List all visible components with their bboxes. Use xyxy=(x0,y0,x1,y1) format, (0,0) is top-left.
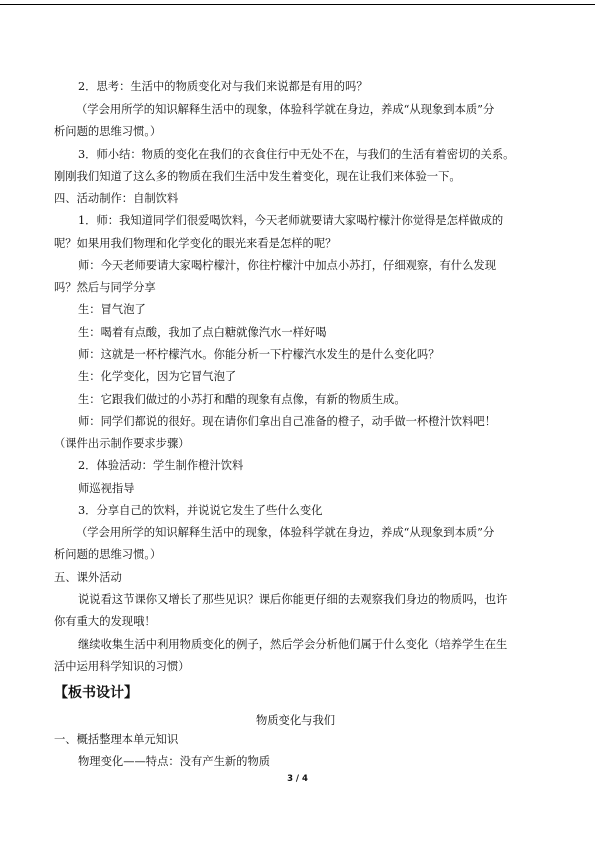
section-heading: 四、活动制作：自制饮料 xyxy=(54,192,179,205)
text-line: 2．体验活动：学生制作橙汁饮料 xyxy=(78,459,244,472)
text-line: 说说看这节课你又增长了那些见识？课后你能更仔细的去观察我们身边的物质吗，也许 xyxy=(78,593,508,606)
page-number: 3 / 4 xyxy=(287,774,308,784)
board-title: 物质变化与我们 xyxy=(255,714,336,727)
text-line: 2．思考：生活中的物质变化对与我们来说都是有用的吗？ xyxy=(78,80,368,93)
text-line: 析问题的思维习惯。） xyxy=(54,548,162,561)
text-line: （学会用所学的知识解释生活中的现象，体验科学就在身边，养成“从现象到本质”分 xyxy=(76,526,495,539)
text-line: 生：冒气泡了 xyxy=(78,303,146,316)
board-line: 物理变化——特点：没有产生新的物质 xyxy=(78,755,271,768)
text-line: 师：这就是一杯柠檬汽水。你能分析一下柠檬汽水发生的是什么变化吗？ xyxy=(78,348,440,361)
text-line: 刚刚我们知道了这么多的物质在我们生活中发生着变化，现在让我们来体验一下。 xyxy=(54,170,461,183)
text-line: 吗？然后与同学分享 xyxy=(54,281,156,294)
text-line: 师巡视指导 xyxy=(78,482,135,495)
text-line: 1．师：我知道同学们很爱喝饮料，今天老师就要请大家喝柠檬汁你觉得是怎样做成的 xyxy=(78,214,504,227)
text-line: 生：它跟我们做过的小苏打和醋的现象有点像，有新的物质生成。 xyxy=(78,393,406,406)
text-line: 活中运用科学知识的习惯） xyxy=(54,660,190,673)
text-line: 生：喝着有点酸，我加了点白糖就像汽水一样好喝 xyxy=(78,326,327,339)
board-design-heading: 【板书设计】 xyxy=(54,685,138,701)
text-line: 你有重大的发现哦！ xyxy=(54,615,156,628)
section-heading: 五、课外活动 xyxy=(54,571,122,584)
text-line: （学会用所学的知识解释生活中的现象，体验科学就在身边，养成“从现象到本质”分 xyxy=(76,103,495,116)
board-line: 一、概括整理本单元知识 xyxy=(54,733,179,746)
text-line: （课件出示制作要求步骤） xyxy=(54,437,190,450)
text-line: 析问题的思维习惯。） xyxy=(54,125,162,138)
text-line: 生：化学变化，因为它冒气泡了 xyxy=(78,370,237,383)
header-rule xyxy=(0,4,595,5)
text-line: 继续收集生活中利用物质变化的例子，然后学会分析他们属于什么变化（培养学生在生 xyxy=(78,638,508,651)
text-line: 师：同学们都说的很好。现在请你们拿出自己准备的橙子，动手做一杯橙汁饮料吧！ xyxy=(78,415,496,428)
text-line: 师：今天老师要请大家喝柠檬汁，你往柠檬汁中加点小苏打，仔细观察，有什么发现 xyxy=(78,259,496,272)
text-line: 3．师小结：物质的变化在我们的衣食住行中无处不在，与我们的生活有着密切的关系。 xyxy=(78,148,515,161)
text-line: 呢？如果用我们物理和化学变化的眼光来看是怎样的呢？ xyxy=(54,237,337,250)
text-line: 3．分享自己的饮料，并说说它发生了些什么变化 xyxy=(78,504,323,517)
